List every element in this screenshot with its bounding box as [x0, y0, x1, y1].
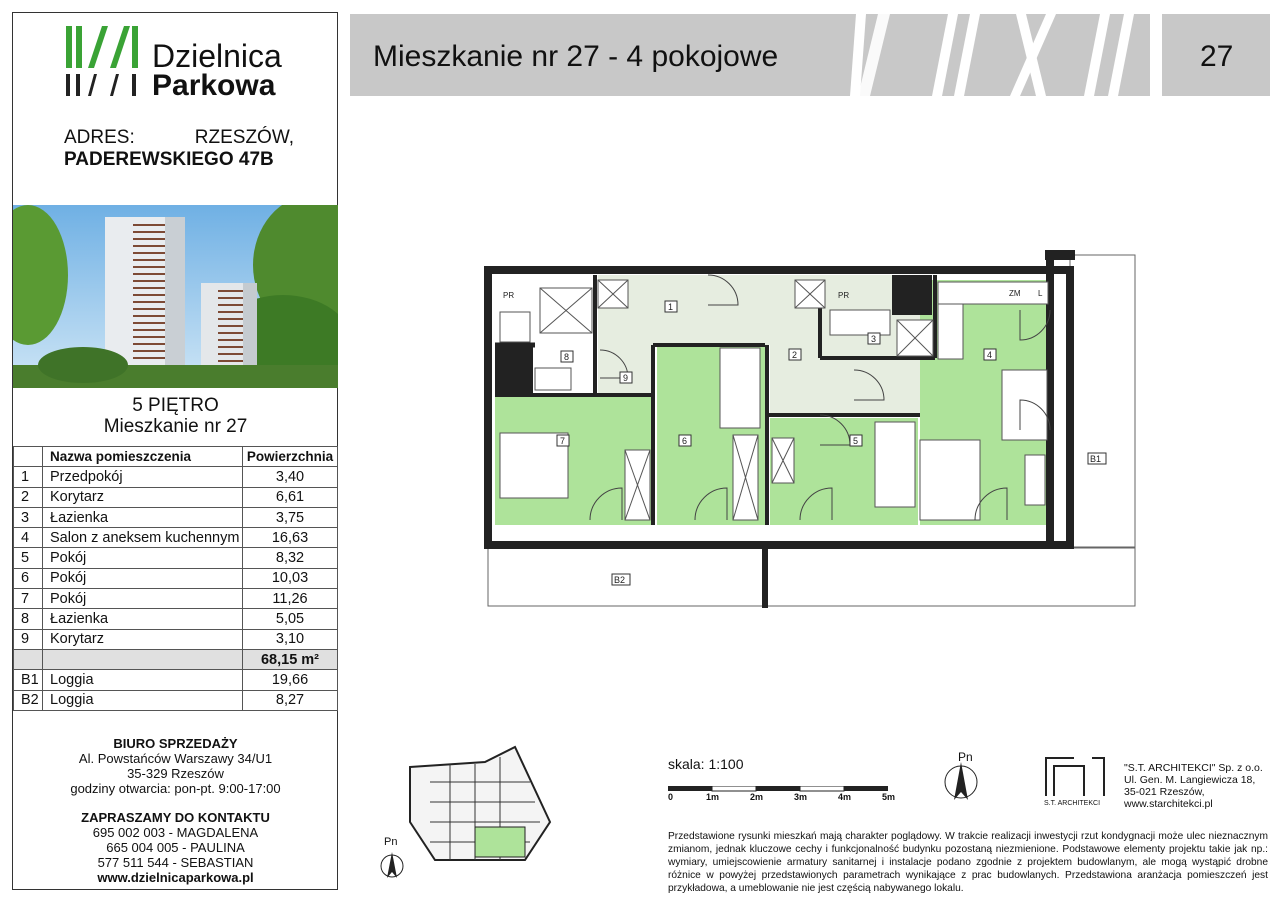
address-city: RZESZÓW, — [194, 127, 294, 148]
room-area: 6,61 — [243, 487, 338, 507]
rooms-table — [13, 446, 338, 711]
room-name: Korytarz — [43, 629, 243, 649]
room-name: Pokój — [43, 548, 243, 568]
table-header-name: Nazwa pomieszczenia — [43, 447, 243, 467]
north-label: Pn — [958, 750, 973, 764]
table-row — [14, 629, 338, 649]
north-arrow-icon — [942, 760, 980, 804]
room-tag: 4 — [987, 350, 993, 360]
room-tag: 2 — [792, 350, 798, 360]
apartment-number: 27 — [1200, 40, 1234, 73]
address-street: PADEREWSKIEGO 47B — [64, 149, 274, 170]
architect-logo-icon — [1044, 756, 1108, 798]
address-label: ADRES: — [64, 127, 135, 148]
room-area: 11,26 — [243, 589, 338, 609]
company-city: 35-021 Rzeszów, — [1124, 786, 1205, 798]
loggia-tag: B1 — [1090, 454, 1102, 464]
key-plan-north-label: Pn — [384, 836, 398, 848]
sales-office-hours: godziny otwarcia: pon-pt. 9:00-17:00 — [70, 781, 281, 796]
table-row — [14, 589, 338, 609]
table-header-area: Powierzchnia — [243, 447, 338, 467]
sales-office-city: 35-329 Rzeszów — [127, 766, 224, 781]
room-area: 8,32 — [243, 548, 338, 568]
building-photo — [13, 205, 338, 388]
room-name: Łazienka — [43, 507, 243, 527]
fixture-label: L — [1038, 289, 1043, 298]
fixture-label: PR — [838, 291, 850, 300]
room-area: 3,75 — [243, 507, 338, 527]
scale-tick: 2m — [750, 792, 764, 802]
room-number: 2 — [14, 487, 43, 507]
total-row — [14, 649, 338, 669]
room-tag: 7 — [560, 436, 566, 446]
room-name: Loggia — [43, 670, 243, 690]
company-street: Ul. Gen. M. Langiewicza 18, — [1124, 774, 1256, 786]
room-name: Pokój — [43, 568, 243, 588]
total-blank — [14, 649, 43, 669]
architect-company — [1124, 762, 1263, 810]
website-link[interactable]: www.dzielnicaparkowa.pl — [97, 870, 254, 885]
room-tag: 6 — [682, 436, 688, 446]
room-number: 4 — [14, 528, 43, 548]
room-tag: 8 — [564, 352, 570, 362]
company-website[interactable]: www.starchitekci.pl — [1124, 798, 1213, 810]
apartment-label: Mieszkanie nr 27 — [103, 416, 248, 437]
fixture-label: ZM — [1009, 289, 1021, 298]
table-row — [14, 467, 338, 487]
contact-title: ZAPRASZAMY DO KONTAKTU — [81, 810, 270, 825]
room-name: Pokój — [43, 589, 243, 609]
table-row — [14, 507, 338, 527]
sales-office-street: Al. Powstańców Warszawy 34/U1 — [78, 751, 273, 766]
contact-phone: 577 511 544 - SEBASTIAN — [97, 855, 254, 870]
room-area: 19,66 — [243, 670, 338, 690]
scale-tick: 5m — [882, 792, 896, 802]
room-number: 9 — [14, 629, 43, 649]
contact-phone: 695 002 003 - MAGDALENA — [92, 825, 259, 840]
scale-tick: 0 — [668, 792, 674, 802]
fixture-label: PR — [503, 291, 515, 300]
room-area: 3,40 — [243, 467, 338, 487]
brand-name: Dzielnica — [152, 38, 282, 74]
table-row — [14, 568, 338, 588]
logo-icon — [66, 26, 140, 98]
room-name: Łazienka — [43, 609, 243, 629]
scale-label: skala: 1:100 — [668, 756, 744, 772]
room-number: 7 — [14, 589, 43, 609]
decorative-stripes-icon — [850, 14, 1162, 96]
room-number: B1 — [14, 670, 43, 690]
room-area: 8,27 — [243, 690, 338, 710]
room-name: Loggia — [43, 690, 243, 710]
room-tag: 1 — [668, 302, 674, 312]
scale-tick: 1m — [706, 792, 720, 802]
room-area: 3,10 — [243, 629, 338, 649]
scale-tick: 4m — [838, 792, 852, 802]
total-blank — [43, 649, 243, 669]
table-header-row — [14, 447, 338, 467]
loggia-b1 — [1070, 255, 1135, 547]
company-name: "S.T. ARCHITEKCI" Sp. z o.o. — [1124, 762, 1263, 774]
scale-tick: 3m — [794, 792, 808, 802]
room-area: 16,63 — [243, 528, 338, 548]
room-number: B2 — [14, 690, 43, 710]
room-number: 6 — [14, 568, 43, 588]
loggia-row — [14, 670, 338, 690]
room-name: Korytarz — [43, 487, 243, 507]
disclaimer: Przedstawione rysunki mieszkań mają charakter poglądowy. W trakcie realizacji inwestycji rzut kondygnacji może ulec nieznacznym zmianom, jednak kluczowe cechy i funkcjonalność budynku pozostaną niezmienione. Podstawowe elementy projektu takie jak np.: wymiary, umiejscowienie armatury sanitarnej i instalacje podano zgodnie z projektem budowlanym, ale mogą wystąpić drobne różnice w powyżej przedstawionych parametrach wynikające z prac budowlanych. Przedstawiona aranżacja pomieszczeń jest przykładowa, a umeblowanie nie jest częścią nabywanego lokalu. — [668, 831, 1268, 894]
key-plan — [405, 742, 555, 862]
floor-label: 5 PIĘTRO — [132, 395, 219, 416]
page-title: Mieszkanie nr 27 - 4 pokojowe — [373, 40, 779, 73]
table-row — [14, 487, 338, 507]
room-number: 3 — [14, 507, 43, 527]
scale-ticks — [668, 792, 908, 804]
loggia-b2 — [488, 548, 1135, 606]
total-area: 68,15 m² — [243, 649, 338, 669]
room-number: 1 — [14, 467, 43, 487]
room-name: Przedpokój — [43, 467, 243, 487]
loggia-row — [14, 690, 338, 710]
room-tag: 3 — [871, 334, 877, 344]
table-row — [14, 548, 338, 568]
room-area: 10,03 — [243, 568, 338, 588]
room-number: 5 — [14, 548, 43, 568]
room-area: 5,05 — [243, 609, 338, 629]
brand-name-bold: Parkowa — [152, 69, 276, 102]
table-row — [14, 528, 338, 548]
room-tag: 9 — [623, 373, 629, 383]
architect-logo-text: S.T. ARCHITEKCI — [1044, 800, 1101, 807]
contact-phone: 665 004 005 - PAULINA — [106, 840, 245, 855]
room-name: Salon z aneksem kuchennym — [43, 528, 243, 548]
table-header-number — [14, 447, 43, 467]
floor-plan — [480, 250, 1140, 610]
room-number: 8 — [14, 609, 43, 629]
sales-office-title: BIURO SPRZEDAŻY — [113, 736, 238, 751]
table-row — [14, 609, 338, 629]
loggia-tag: B2 — [614, 575, 626, 585]
room-tag: 5 — [853, 436, 859, 446]
north-arrow-icon — [378, 850, 406, 882]
